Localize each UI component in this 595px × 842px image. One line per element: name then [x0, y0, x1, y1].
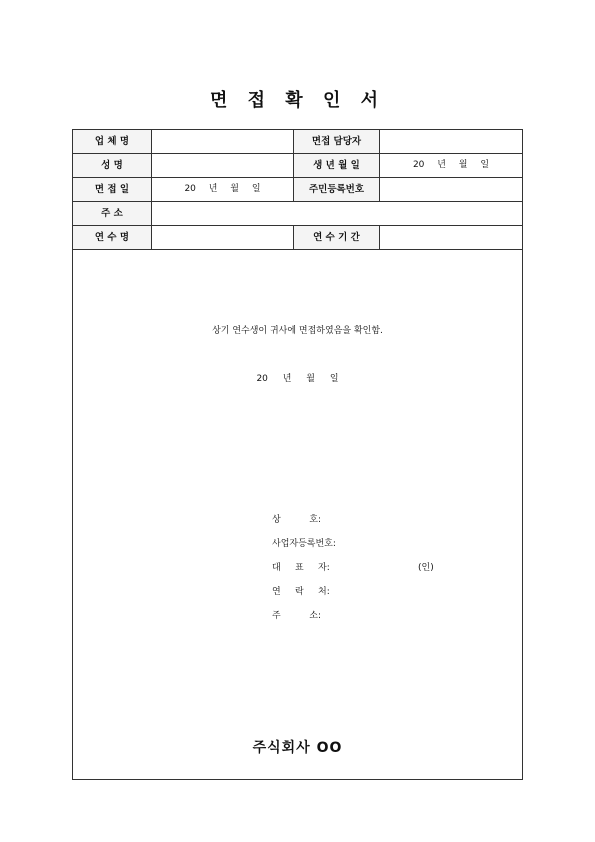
company-field[interactable] — [152, 130, 294, 153]
birthdate-label: 생 년 월 일 — [294, 154, 380, 177]
training-period-field[interactable] — [380, 226, 522, 249]
confirmation-date: 20 년 월 일 — [256, 374, 339, 384]
company-name-label: 상 호: — [272, 515, 322, 525]
interviewer-label: 면접 담당자 — [294, 130, 380, 153]
row-interview-date — [73, 178, 522, 202]
company-address-label: 주 소: — [272, 611, 322, 621]
row-company — [73, 130, 522, 154]
training-period-label: 연 수 기 간 — [294, 226, 380, 249]
interview-date-label: 면 접 일 — [73, 178, 152, 201]
confirmation-statement: 상기 연수생이 귀사에 면접하였음을 확인함. — [212, 326, 383, 336]
contact-label: 연 락 처: — [272, 587, 330, 597]
row-address — [73, 202, 522, 226]
row-training — [73, 226, 522, 250]
info-business-no-line — [272, 536, 344, 549]
info-address-line — [272, 608, 344, 621]
company-label: 업 체 명 — [73, 130, 152, 153]
address-field[interactable] — [152, 202, 522, 225]
address-label: 주 소 — [73, 202, 152, 225]
business-number-label: 사업자등록번호: — [272, 539, 336, 549]
info-ceo-line — [272, 560, 344, 573]
resident-number-label: 주민등록번호 — [294, 178, 380, 201]
ceo-label: 대 표 자: — [272, 563, 330, 573]
info-contact-line — [272, 584, 344, 597]
company-signature: 주식회사 OO — [252, 740, 343, 756]
interview-date-field[interactable]: 20 년 월 일 — [152, 178, 294, 201]
training-name-field[interactable] — [152, 226, 294, 249]
training-name-label: 연 수 명 — [73, 226, 152, 249]
confirmation-form — [72, 129, 523, 780]
birthdate-field[interactable]: 20 년 월 일 — [380, 154, 522, 177]
info-company-line — [272, 512, 344, 525]
name-label: 성 명 — [73, 154, 152, 177]
name-field[interactable] — [152, 154, 294, 177]
document-title: 면 접 확 인 서 — [209, 90, 385, 111]
seal-mark: (인) — [418, 563, 434, 573]
row-name — [73, 154, 522, 178]
resident-number-field[interactable] — [380, 178, 522, 201]
interviewer-field[interactable] — [380, 130, 522, 153]
